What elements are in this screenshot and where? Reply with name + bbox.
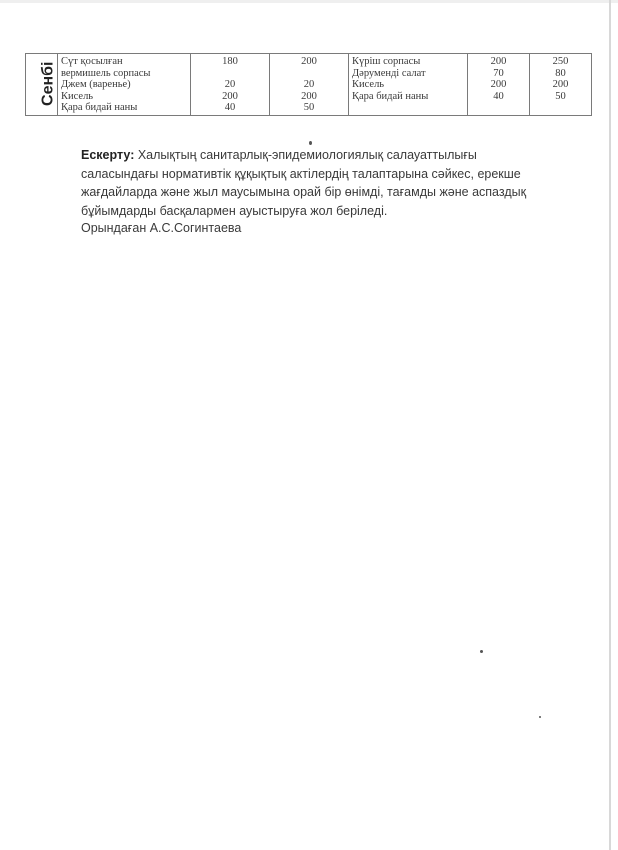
left-amount-2-5: 50 <box>303 102 315 113</box>
right-dish-2: Дәруменді салат <box>352 67 426 79</box>
scan-top-edge <box>0 0 618 3</box>
left-amount-1-5: 40 <box>224 102 236 113</box>
right-amount-2-3: 200 <box>552 79 569 90</box>
note-paragraph <box>81 146 541 220</box>
left-dish-list <box>58 54 191 116</box>
left-amount-column-1 <box>191 54 270 116</box>
left-amount-1-2 <box>194 68 266 80</box>
table-row <box>26 54 592 116</box>
left-amount-2-2 <box>273 68 345 80</box>
right-amount-1-1: 200 <box>490 56 507 67</box>
scan-speck <box>480 650 483 653</box>
day-cell <box>26 54 58 116</box>
right-dish-list <box>349 54 468 116</box>
right-amount-2-1: 250 <box>552 56 569 67</box>
right-amount-column-2 <box>530 54 592 116</box>
right-dish-3: Кисель <box>352 79 385 90</box>
left-amount-2-4: 200 <box>301 90 317 102</box>
right-amount-1-3: 200 <box>490 79 507 90</box>
day-label: Сенбі <box>39 61 57 106</box>
left-amount-2-3: 20 <box>303 79 315 90</box>
right-amount-1-2: 70 <box>493 67 504 79</box>
note-label: Ескерту: <box>81 148 135 162</box>
signature-line: Орындаған А.С.Согинтаева <box>81 221 242 235</box>
left-amount-column-2 <box>270 54 349 116</box>
left-amount-1-3: 20 <box>224 79 236 90</box>
left-amount-1-4: 200 <box>222 90 238 102</box>
right-amount-1-4: 40 <box>493 90 504 102</box>
scan-speck <box>309 141 312 145</box>
right-dish-1: Күріш сорпасы <box>352 56 421 67</box>
left-amount-1-1: 180 <box>222 56 238 67</box>
left-amount-2-1: 200 <box>301 56 317 67</box>
right-dish-4: Қара бидай наны <box>352 90 429 102</box>
left-dish-5: Қара бидай наны <box>61 102 138 113</box>
left-dish-1: Сүт қосылған <box>61 56 123 67</box>
right-amount-column-1 <box>468 54 530 116</box>
scan-speck <box>539 716 541 718</box>
right-amount-2-2: 80 <box>555 67 566 79</box>
menu-table <box>25 53 592 116</box>
left-dish-2: вермишель сорпасы <box>61 67 151 79</box>
left-dish-3: Джем (варенье) <box>61 79 131 90</box>
note-text: Халықтың санитарлық-эпидемиологиялық салауаттылығы саласындағы нормативтік құқықтық актілердің талаптарына сәйкес, ерекше жағдайларда және жыл маусымына орай бір өнімді, тағамды және аспаздық бұйымдарды басқалармен ауыстыруға жол беріледі. <box>81 148 527 218</box>
right-amount-2-4: 50 <box>555 90 566 102</box>
scan-right-edge <box>609 0 611 850</box>
left-dish-4: Кисель <box>61 90 94 102</box>
